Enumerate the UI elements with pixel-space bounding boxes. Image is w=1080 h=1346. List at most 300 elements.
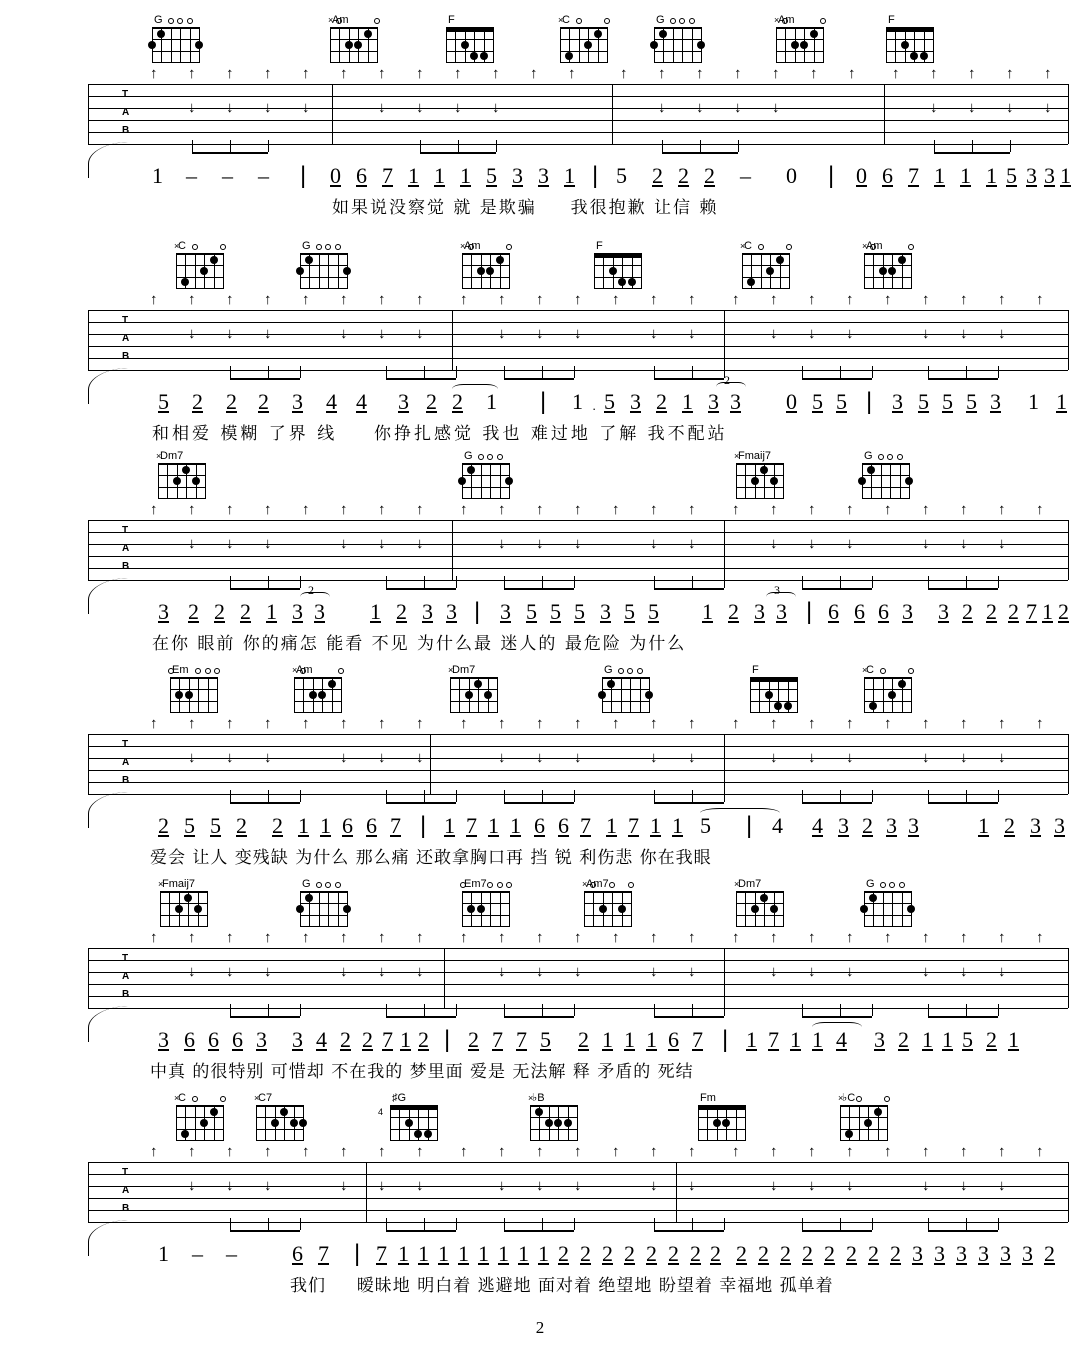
strum-down-arrow: ↓ [188, 1177, 196, 1194]
note-number: 1 [418, 1241, 429, 1266]
chord-diagram [594, 240, 650, 289]
note-number: 3 [934, 1241, 945, 1266]
note-number: 1 [812, 1027, 823, 1052]
rhythm-beam [802, 1230, 872, 1232]
tuplet-number: 2 [724, 373, 730, 387]
strum-down-arrow: ↓ [770, 1177, 778, 1194]
chord-diagram [160, 878, 216, 927]
note-number: 6 [668, 1027, 679, 1052]
strum-up-arrow: ↑ [884, 501, 892, 518]
strum-up-arrow: ↑ [998, 291, 1006, 308]
chord-name: ♭B [532, 1092, 545, 1104]
tab-label-b: B [122, 125, 130, 136]
mute-marker: × [558, 15, 564, 25]
chord-grid [654, 27, 702, 63]
tab-label-t: T [122, 315, 129, 326]
tie-arc [452, 384, 498, 394]
note-number: 0 [786, 389, 797, 414]
tab-label-a: A [122, 971, 130, 982]
rhythm-beam [420, 152, 496, 154]
note-number: 3 [754, 599, 765, 624]
strum-up-arrow: ↑ [770, 1143, 778, 1160]
note-number: 1 [1008, 1027, 1019, 1052]
strum-down-arrow: ↓ [688, 1177, 696, 1194]
strum-up-arrow: ↑ [460, 291, 468, 308]
strum-down-arrow: ↓ [808, 749, 816, 766]
note-number: 3 [912, 1241, 923, 1266]
strum-down-arrow: ↓ [1044, 99, 1052, 116]
strum-up-arrow: ↑ [264, 715, 272, 732]
chord-diagram [176, 1092, 232, 1141]
note-number: 3 [292, 389, 303, 414]
note-number: 2 [240, 599, 251, 624]
strum-up-arrow: ↑ [846, 715, 854, 732]
note-number: 2 [192, 389, 203, 414]
chord-name: Dm7 [452, 664, 476, 676]
chord-name: Fm [700, 1092, 716, 1104]
rhythm-beam [654, 802, 724, 804]
note-dash: – [186, 163, 197, 188]
lyrics-line: 我们 暧昧地 明白着 逃避地 面对着 绝望地 盼望着 幸福地 孤单着 [290, 1276, 834, 1296]
note-number: 5 [616, 163, 627, 188]
note-number: 1 [1042, 599, 1053, 624]
chord-diagram [462, 450, 518, 499]
strum-down-arrow: ↓ [416, 535, 424, 552]
note-number: 2 [802, 1241, 813, 1266]
strum-down-arrow: ↓ [498, 535, 506, 552]
strum-up-arrow: ↑ [574, 1143, 582, 1160]
chord-grid [174, 1093, 224, 1141]
mute-marker: × [328, 15, 334, 25]
strum-up-arrow: ↑ [264, 291, 272, 308]
note-number: 1 [682, 389, 693, 414]
strum-up-arrow: ↑ [688, 291, 696, 308]
note-number: 1 [320, 813, 331, 838]
note-number: 2 [226, 389, 237, 414]
strum-down-arrow: ↓ [770, 749, 778, 766]
note-number: 1 [572, 389, 583, 414]
note-number: 3 [886, 813, 897, 838]
strum-down-arrow: ↓ [998, 749, 1006, 766]
note-number: 1 [518, 1241, 529, 1266]
strum-up-arrow: ↑ [732, 715, 740, 732]
strum-up-arrow: ↑ [150, 501, 158, 518]
chord-grid [862, 665, 912, 713]
note-number: 5 [700, 813, 711, 838]
note-number: 3 [902, 599, 913, 624]
lyrics-row-3 [0, 634, 1080, 664]
rhythm-beam [654, 378, 724, 380]
tab-staff-4 [0, 715, 1080, 790]
chord-diagram [300, 878, 356, 927]
note-number: 5 [486, 163, 497, 188]
rhythm-beam [504, 588, 574, 590]
note-number: 3 [256, 1027, 267, 1052]
strum-down-arrow: ↓ [922, 749, 930, 766]
strum-down-arrow: ↓ [770, 963, 778, 980]
strum-down-arrow: ↓ [416, 325, 424, 342]
strum-up-arrow: ↑ [378, 715, 386, 732]
note-number: 7 [516, 1027, 527, 1052]
strum-up-arrow: ↑ [968, 65, 976, 82]
chord-diagram [158, 450, 214, 499]
mute-marker: × [156, 451, 162, 461]
chord-grid [152, 27, 200, 63]
lyrics-line: 和相爱 模糊 了界 线 你挣扎感觉 我也 难过地 了解 我不配站 [152, 424, 728, 444]
strum-down-arrow: ↓ [378, 325, 386, 342]
note-dash: – [222, 163, 233, 188]
strum-up-arrow: ↑ [226, 929, 234, 946]
tab-label-b: B [122, 775, 130, 786]
strum-up-arrow: ↑ [150, 929, 158, 946]
note-number: 2 [668, 1241, 679, 1266]
note-number: 5 [836, 389, 847, 414]
note-number: 6 [878, 599, 889, 624]
note-number: 2 [1044, 1241, 1055, 1266]
chord-diagram-row-6 [0, 1092, 1080, 1148]
bar-line: | [806, 598, 813, 625]
note-number: 3 [500, 599, 511, 624]
bar-line: | [722, 1026, 729, 1053]
note-number: 2 [602, 1241, 613, 1266]
strum-up-arrow: ↑ [650, 1143, 658, 1160]
strum-up-arrow: ↑ [340, 715, 348, 732]
note-number: 3 [776, 599, 787, 624]
chord-name: C7 [258, 1092, 273, 1104]
note-number: 1 [790, 1027, 801, 1052]
bar-line: | [866, 388, 873, 415]
strum-up-arrow: ↑ [302, 501, 310, 518]
rhythm-beam [504, 1230, 574, 1232]
lyrics-row-5 [0, 1062, 1080, 1092]
note-number: 1 [942, 1027, 953, 1052]
chord-diagram-row-2 [0, 240, 1080, 296]
note-number: 2 [728, 599, 739, 624]
strum-down-arrow: ↓ [188, 749, 196, 766]
bar-line: | [444, 1026, 451, 1053]
note-number: 2 [468, 1027, 479, 1052]
strum-up-arrow: ↑ [770, 929, 778, 946]
note-number: 1 [398, 1241, 409, 1266]
note-number: 2 [986, 1027, 997, 1052]
note-number: 3 [292, 1027, 303, 1052]
note-number: 2 [646, 1241, 657, 1266]
strum-down-arrow: ↓ [770, 325, 778, 342]
mute-marker: × [528, 1093, 534, 1103]
strum-down-arrow: ↓ [650, 535, 658, 552]
chord-diagram [446, 14, 502, 63]
chord-name: Am [464, 240, 481, 252]
rhythm-beam [928, 1016, 998, 1018]
strum-up-arrow: ↑ [378, 929, 386, 946]
note-number: 6 [366, 813, 377, 838]
note-number: 1 [624, 1027, 635, 1052]
strum-up-arrow: ↑ [574, 501, 582, 518]
rhythm-beam [654, 588, 724, 590]
note-dash: – [226, 1241, 237, 1266]
strum-down-arrow: ↓ [650, 1177, 658, 1194]
rhythm-beam [802, 378, 872, 380]
strum-up-arrow: ↑ [848, 65, 856, 82]
strum-up-arrow: ↑ [998, 1143, 1006, 1160]
bar-line: | [746, 812, 753, 839]
note-number: 6 [342, 813, 353, 838]
strum-up-arrow: ↑ [530, 65, 538, 82]
rhythm-beam [928, 1230, 998, 1232]
strum-down-arrow: ↓ [188, 963, 196, 980]
chord-diagram [450, 664, 506, 713]
chord-diagram [736, 878, 792, 927]
note-number: 1 [510, 813, 521, 838]
strum-down-arrow: ↓ [960, 535, 968, 552]
strum-up-arrow: ↑ [998, 929, 1006, 946]
note-number: 5 [624, 599, 635, 624]
strum-up-arrow: ↑ [536, 501, 544, 518]
note-number: 3 [512, 163, 523, 188]
chord-grid [862, 463, 910, 499]
strum-down-arrow: ↓ [416, 1177, 424, 1194]
strum-up-arrow: ↑ [658, 65, 666, 82]
note-number: 2 [580, 1241, 591, 1266]
chord-diagram [256, 1092, 312, 1141]
strum-up-arrow: ↑ [688, 929, 696, 946]
note-dash: – [192, 1241, 203, 1266]
mute-marker: × [582, 879, 588, 889]
strum-down-arrow: ↓ [688, 749, 696, 766]
note-number: 7 [692, 1027, 703, 1052]
strum-down-arrow: ↓ [846, 325, 854, 342]
strum-down-arrow: ↓ [492, 99, 500, 116]
strum-up-arrow: ↑ [772, 65, 780, 82]
strum-down-arrow: ↓ [688, 535, 696, 552]
strum-down-arrow: ↓ [696, 99, 704, 116]
strum-up-arrow: ↑ [1036, 291, 1044, 308]
note-number: 2 [340, 1027, 351, 1052]
note-number: 2 [656, 389, 667, 414]
strum-up-arrow: ↑ [264, 1143, 272, 1160]
dotted-rhythm-dot: · [592, 401, 597, 416]
strum-down-arrow: ↓ [264, 99, 272, 116]
note-number: 1 [922, 1027, 933, 1052]
rhythm-beam [928, 802, 998, 804]
strum-up-arrow: ↑ [498, 501, 506, 518]
strum-up-arrow: ↑ [150, 291, 158, 308]
strum-up-arrow: ↑ [846, 291, 854, 308]
strum-down-arrow: ↓ [188, 99, 196, 116]
note-number: 2 [188, 599, 199, 624]
bar-line: | [420, 812, 427, 839]
note-number: 7 [1026, 599, 1037, 624]
strum-up-arrow: ↑ [884, 291, 892, 308]
strum-down-arrow: ↓ [808, 963, 816, 980]
rhythm-beam [934, 152, 1010, 154]
tab-label-b: B [122, 351, 130, 362]
note-number: 2 [962, 599, 973, 624]
tab-label-t: T [122, 739, 129, 750]
chord-diagram [300, 240, 356, 289]
chord-grid [602, 677, 650, 713]
strum-up-arrow: ↑ [650, 715, 658, 732]
strum-up-arrow: ↑ [340, 929, 348, 946]
chord-diagram [378, 1092, 446, 1141]
tab-label-b: B [122, 561, 130, 572]
chord-grid [740, 241, 790, 289]
notation-numbers-row-2 [0, 373, 1080, 424]
strum-up-arrow: ↑ [620, 65, 628, 82]
note-number: 3 [314, 599, 325, 624]
strum-down-arrow: ↓ [998, 325, 1006, 342]
tuplet-number: 3 [774, 583, 780, 597]
strum-up-arrow: ↑ [612, 291, 620, 308]
chord-name: F [596, 240, 603, 252]
note-number: 5 [550, 599, 561, 624]
strum-up-arrow: ↑ [340, 291, 348, 308]
note-number: 7 [466, 813, 477, 838]
chord-grid [378, 1105, 438, 1141]
tab-label-a: A [122, 333, 130, 344]
strum-up-arrow: ↑ [226, 501, 234, 518]
strum-up-arrow: ↑ [574, 715, 582, 732]
strum-up-arrow: ↑ [732, 929, 740, 946]
note-number: 1 [538, 1241, 549, 1266]
chord-grid [750, 677, 798, 713]
strum-down-arrow: ↓ [846, 535, 854, 552]
note-number: 2 [780, 1241, 791, 1266]
chord-grid [698, 1105, 746, 1141]
strum-down-arrow: ↓ [960, 749, 968, 766]
note-number: 5 [210, 813, 221, 838]
chord-name: Em [172, 664, 189, 676]
strum-down-arrow: ↓ [378, 1177, 386, 1194]
strum-up-arrow: ↑ [188, 291, 196, 308]
rhythm-beam [504, 1016, 574, 1018]
strum-down-arrow: ↓ [264, 325, 272, 342]
tab-label-a: A [122, 107, 130, 118]
note-number: 2 [710, 1241, 721, 1266]
chord-name: Dm7 [738, 878, 762, 890]
note-number: 2 [890, 1241, 901, 1266]
strum-up-arrow: ↑ [264, 65, 272, 82]
strum-up-arrow: ↑ [416, 929, 424, 946]
notation-numbers-row-6 [0, 1242, 1080, 1276]
note-number: 3 [956, 1241, 967, 1266]
note-number: 2 [736, 1241, 747, 1266]
rhythm-beam [386, 1230, 456, 1232]
rhythm-beam [386, 1016, 456, 1018]
chord-diagram [330, 14, 386, 63]
tab-label-b: B [122, 1203, 130, 1214]
chord-name: F [448, 14, 455, 26]
strum-down-arrow: ↓ [536, 749, 544, 766]
strum-up-arrow: ↑ [302, 291, 310, 308]
note-number: 3 [1022, 1241, 1033, 1266]
chord-diagram [584, 878, 640, 927]
note-number: 2 [1004, 813, 1015, 838]
strum-up-arrow: ↑ [922, 1143, 930, 1160]
note-number: 5 [604, 389, 615, 414]
system-6 [0, 1092, 1080, 1302]
note-number: 2 [898, 1027, 909, 1052]
strum-up-arrow: ↑ [612, 501, 620, 518]
strum-down-arrow: ↓ [302, 99, 310, 116]
chord-grid [300, 891, 348, 927]
note-number: 1 [934, 163, 945, 188]
strum-up-arrow: ↑ [650, 929, 658, 946]
strum-up-arrow: ↑ [846, 929, 854, 946]
rhythm-beam [230, 1016, 300, 1018]
lyrics-row-1 [0, 198, 1080, 228]
note-number: 1 [672, 813, 683, 838]
rhythm-beam [802, 588, 872, 590]
rhythm-beam [802, 1016, 872, 1018]
strum-down-arrow: ↓ [922, 535, 930, 552]
chord-name: F [888, 14, 895, 26]
rhythm-beam [230, 1230, 300, 1232]
strum-up-arrow: ↑ [846, 501, 854, 518]
note-number: 1 [498, 1241, 509, 1266]
chord-name: ♭C [842, 1092, 856, 1104]
strum-up-arrow: ↑ [302, 1143, 310, 1160]
strum-up-arrow: ↑ [574, 291, 582, 308]
note-number: 2 [846, 1241, 857, 1266]
strum-down-arrow: ↓ [536, 963, 544, 980]
rhythm-beam [230, 378, 300, 380]
note-number: 6 [356, 163, 367, 188]
note-number: 1 [478, 1241, 489, 1266]
strum-down-arrow: ↓ [340, 535, 348, 552]
strum-down-arrow: ↓ [808, 1177, 816, 1194]
note-number: 3 [538, 163, 549, 188]
lyrics-row-6 [0, 1276, 1080, 1306]
strum-up-arrow: ↑ [340, 1143, 348, 1160]
mute-marker: × [838, 1093, 844, 1103]
note-number: 7 [376, 1241, 387, 1266]
note-number: 2 [690, 1241, 701, 1266]
strum-down-arrow: ↓ [498, 749, 506, 766]
strum-up-arrow: ↑ [922, 715, 930, 732]
mute-marker: × [734, 879, 740, 889]
strum-up-arrow: ↑ [808, 929, 816, 946]
rhythm-beam [654, 1230, 724, 1232]
strum-down-arrow: ↓ [340, 1177, 348, 1194]
strum-up-arrow: ↑ [808, 715, 816, 732]
chord-grid [558, 15, 608, 63]
chord-diagram [530, 1092, 586, 1141]
note-number: 0 [786, 163, 797, 188]
mute-marker: × [862, 241, 868, 251]
strum-down-arrow: ↓ [226, 325, 234, 342]
note-number: 1 [152, 163, 163, 188]
bar-line: | [592, 162, 599, 189]
tab-staff-3 [0, 501, 1080, 576]
strum-down-arrow: ↓ [536, 535, 544, 552]
mute-marker: × [448, 665, 454, 675]
chord-grid [174, 241, 224, 289]
strum-up-arrow: ↑ [892, 65, 900, 82]
chord-name: Am [866, 240, 883, 252]
strum-up-arrow: ↑ [188, 65, 196, 82]
note-number: 5 [1006, 163, 1017, 188]
strum-down-arrow: ↓ [226, 535, 234, 552]
strum-up-arrow: ↑ [498, 929, 506, 946]
note-number: 3 [938, 599, 949, 624]
note-number: 3 [398, 389, 409, 414]
strum-up-arrow: ↑ [416, 1143, 424, 1160]
strum-down-arrow: ↓ [930, 99, 938, 116]
note-number: 3 [892, 389, 903, 414]
tab-label-a: A [122, 1185, 130, 1196]
strum-down-arrow: ↓ [688, 963, 696, 980]
